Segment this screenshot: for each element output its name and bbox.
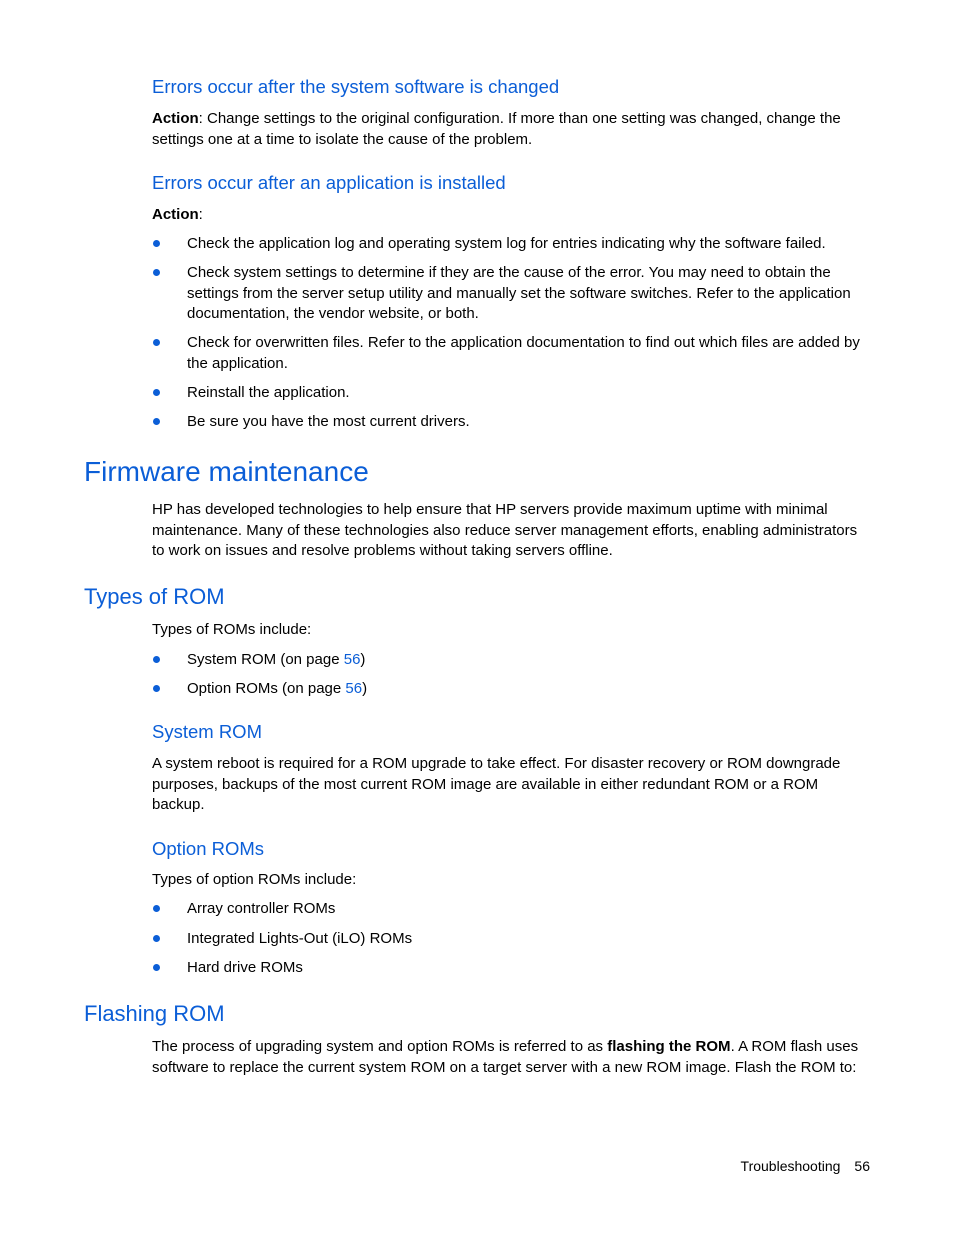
text-before: The process of upgrading system and option ROMs is referred to as: [152, 1038, 608, 1055]
heading-option-roms: Option ROMs: [152, 838, 265, 859]
action-colon: :: [198, 206, 203, 223]
list-item-text: Integrated Lights-Out (iLO) ROMs: [187, 930, 413, 947]
list-item: [152, 650, 870, 671]
page-number: 56: [854, 1158, 870, 1174]
paragraph-system-rom: A system reboot is required for a ROM upgrade to take effect. For disaster recovery or ROM downgrade purposes, backups of the most current ROM image are available in either redundant ROM or a ROM backup.: [152, 755, 841, 813]
heading-types-of-rom: Types of ROM: [84, 584, 225, 609]
heading-errors-software-changed: Errors occur after the system software is changed: [152, 76, 560, 97]
list-item-text: Array controller ROMs: [187, 900, 336, 917]
list-item: [152, 929, 870, 950]
page-footer: [741, 1158, 870, 1174]
list-item-text: [187, 679, 870, 700]
heading-flashing-rom: Flashing ROM: [84, 1001, 225, 1026]
bullet-icon: [153, 269, 160, 276]
heading-firmware-maintenance: Firmware maintenance: [84, 456, 369, 487]
heading-system-rom: System ROM: [152, 721, 262, 742]
action-label-application: [152, 205, 870, 226]
page-link-option-roms[interactable]: 56: [345, 680, 363, 697]
list-item: [152, 958, 870, 979]
list-item-text: [187, 650, 870, 671]
paragraph-firmware-maintenance: HP has developed technologies to help ensure that HP servers provide maximum uptime with minimal maintenance. Many of these technologies also reduce server management efforts, enabling administrators to work on issues and resolve problems without taking servers offline.: [152, 501, 858, 559]
footer-label: Troubleshooting: [740, 1158, 841, 1174]
list-item-text: Be sure you have the most current drivers.: [187, 413, 470, 430]
bullet-icon: [153, 685, 160, 692]
bullet-icon: [153, 905, 160, 912]
paragraph-option-roms-intro: Types of option ROMs include:: [152, 871, 357, 888]
heading-errors-application-installed: Errors occur after an application is installed: [152, 172, 506, 193]
list-item-text: Hard drive ROMs: [187, 959, 303, 976]
bullet-icon: [153, 418, 160, 425]
list-item: [152, 234, 870, 255]
list-item: [152, 383, 870, 404]
item-suffix: ): [360, 651, 366, 668]
list-item-text: Check system settings to determine if they are the cause of the error. You may need to obtain the settings from the server setup utility and manually set the software switches. Refer to the application documentation, the vendor website, or both.: [187, 264, 851, 322]
bullet-icon: [153, 964, 160, 971]
page-link-system-rom[interactable]: 56: [343, 651, 361, 668]
action-label: Action: [152, 110, 199, 127]
bold-term: flashing the ROM: [607, 1038, 731, 1055]
list-item: [152, 263, 870, 325]
list-item: [152, 899, 870, 920]
action-label: Action: [152, 206, 199, 223]
action-text: : Change settings to the original configuration. If more than one setting was changed, change the settings one at a time to isolate the cause of the problem.: [152, 110, 841, 148]
item-prefix: System ROM (on page: [187, 651, 344, 668]
text-after: . A ROM flash uses software to replace the current system ROM on a target server with a new ROM image. Flash the ROM to:: [152, 1038, 859, 1076]
bullet-icon: [153, 339, 160, 346]
bullet-icon: [153, 389, 160, 396]
item-prefix: Option ROMs (on page: [187, 680, 346, 697]
paragraph-types-of-rom-intro: Types of ROMs include:: [152, 621, 312, 638]
bullet-icon: [153, 935, 160, 942]
list-item: [152, 412, 870, 433]
list-item-text: Check the application log and operating system log for entries indicating why the software failed.: [187, 235, 826, 252]
bullet-icon: [153, 656, 160, 663]
paragraph-flashing-rom: [152, 1037, 870, 1078]
paragraph-action-software-changed: [152, 109, 870, 150]
list-item: [152, 679, 870, 700]
list-item-text: Reinstall the application.: [187, 384, 350, 401]
list-item-text: Check for overwritten files. Refer to the application documentation to find out which files are added by the application.: [187, 334, 860, 372]
bullet-icon: [153, 240, 160, 247]
list-item: [152, 333, 870, 374]
item-suffix: ): [362, 680, 368, 697]
